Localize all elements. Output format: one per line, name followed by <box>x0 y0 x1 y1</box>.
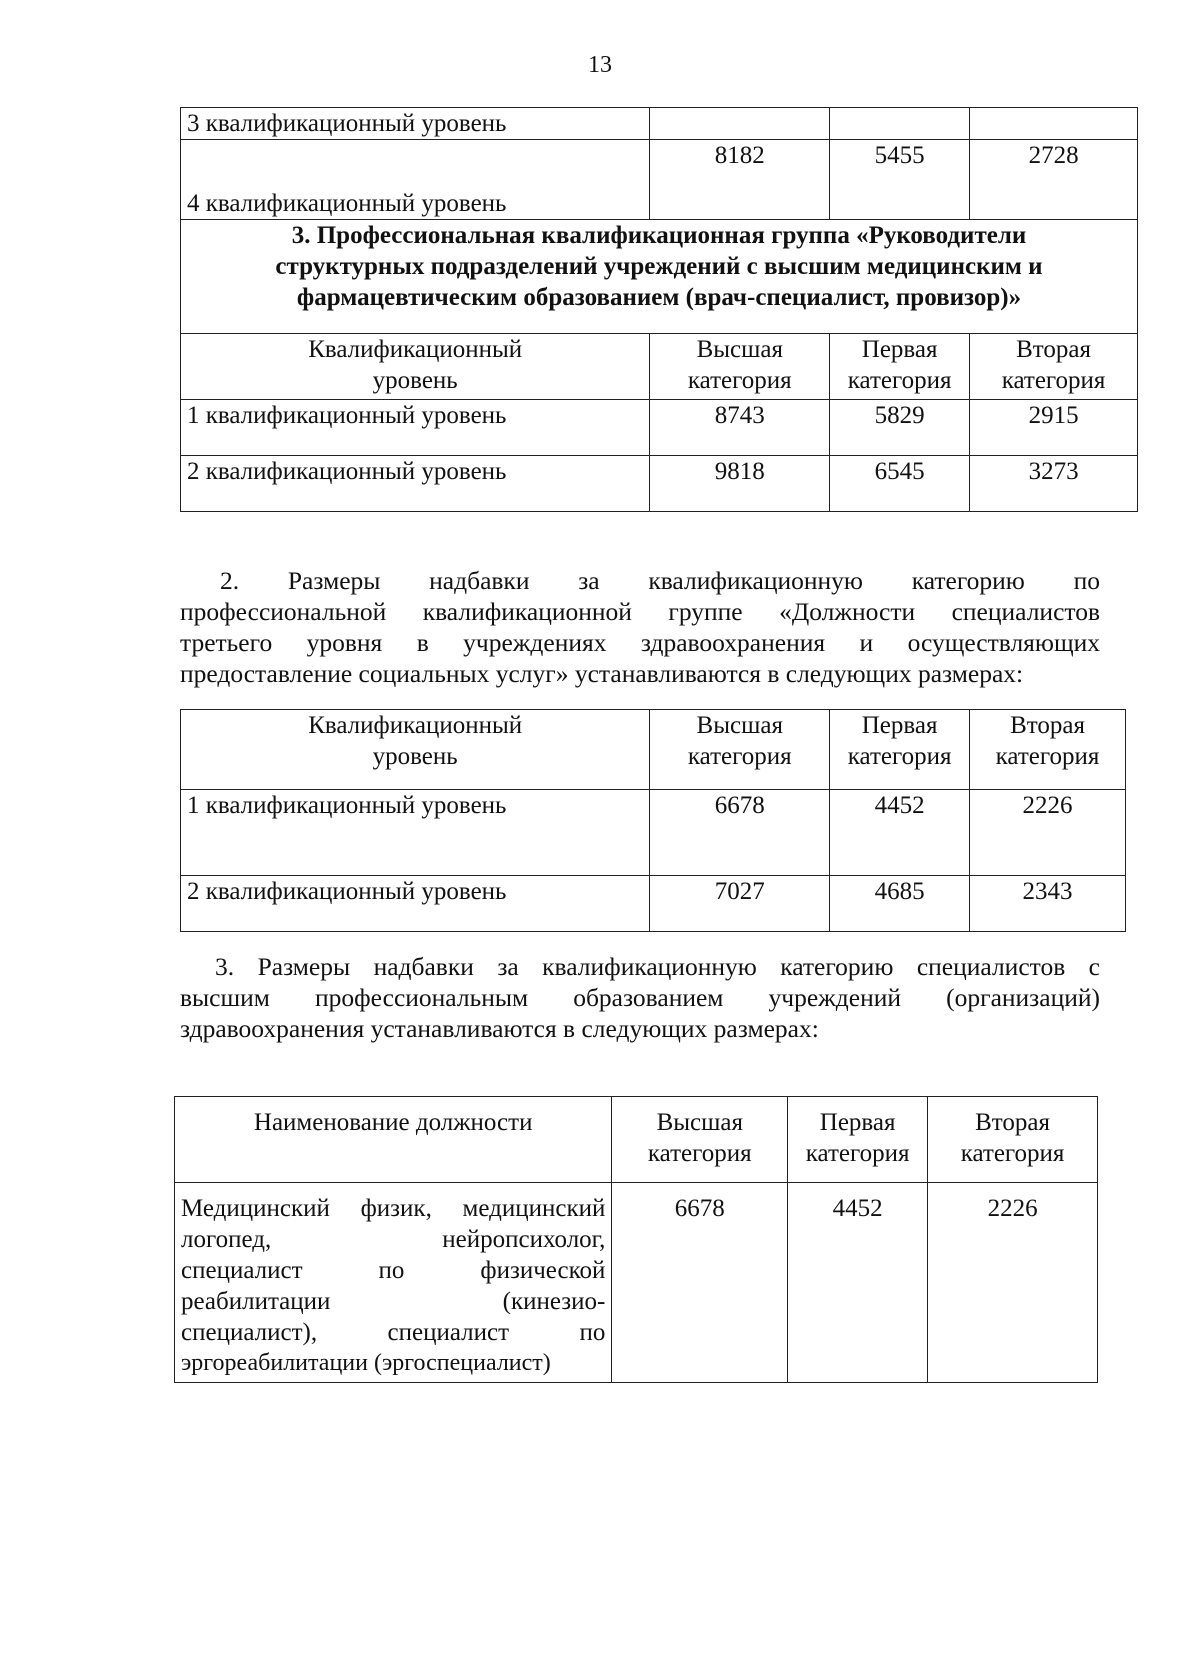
value-highest: 7027 <box>650 876 830 932</box>
position-line: Медицинский физик, медицинский <box>181 1195 606 1222</box>
group-title-line: фармацевтическим образованием (врач-специалист, провизор)» <box>296 284 1022 311</box>
header-text: Вторая <box>975 1109 1050 1136</box>
value-first: 4685 <box>830 876 970 932</box>
header-text: Наименование должности <box>253 1109 533 1136</box>
header-first-category <box>788 1097 928 1183</box>
table-row <box>181 876 1126 932</box>
header-text: Высшая <box>696 336 783 363</box>
qualification-table-2 <box>180 709 1126 932</box>
position-line: эргореабилитации (эргоспециалист) <box>181 1350 551 1376</box>
header-qualification-level <box>181 334 650 400</box>
paragraph-line: высшим профессиональным образованием учреждений (организаций) <box>180 983 1100 1012</box>
group-title-line: 3. Профессиональная квалификационная группа «Руководители <box>291 222 1027 249</box>
table-row <box>181 140 1138 220</box>
header-text: категория <box>995 743 1100 770</box>
header-first-category <box>830 334 970 400</box>
value-highest: 9818 <box>650 456 830 512</box>
value-second: 3273 <box>970 456 1138 512</box>
position-line: специалист по физической <box>181 1257 606 1284</box>
header-text: категория <box>805 1140 910 1167</box>
value-first: 4452 <box>830 790 970 876</box>
header-text: Высшая <box>656 1109 743 1136</box>
paragraph-line: третьего уровня в учреждениях здравоохранения и осуществляющих <box>180 628 1100 657</box>
row-label: 4 квалификационный уровень <box>181 140 650 220</box>
header-row <box>181 710 1126 790</box>
paragraph-line: предоставление социальных услуг» устанавливаются в следующих размерах: <box>180 659 1024 688</box>
header-highest-category <box>650 334 830 400</box>
value-second: 2343 <box>970 876 1126 932</box>
header-text: Первая <box>819 1109 896 1136</box>
paragraph-line: здравоохранения устанавливаются в следующих размерах: <box>180 1014 819 1043</box>
header-row <box>175 1097 1098 1183</box>
position-line: реабилитации (кинезио- <box>181 1288 606 1315</box>
value-highest: 6678 <box>650 790 830 876</box>
header-text: уровень <box>372 367 458 394</box>
value-second: 2226 <box>928 1183 1098 1383</box>
value-highest <box>650 108 830 140</box>
header-highest-category <box>612 1097 788 1183</box>
header-text: Первая <box>861 336 938 363</box>
header-second-category <box>928 1097 1098 1183</box>
value-highest: 6678 <box>612 1183 788 1383</box>
header-second-category <box>970 710 1126 790</box>
header-text: уровень <box>372 743 458 770</box>
value-second: 2915 <box>970 400 1138 456</box>
value-highest: 8743 <box>650 400 830 456</box>
value-first <box>830 108 970 140</box>
value-second <box>970 108 1138 140</box>
row-label: 3 квалификационный уровень <box>181 108 650 140</box>
header-position-name <box>175 1097 612 1183</box>
paragraph-3 <box>180 951 1100 1044</box>
header-text: категория <box>1001 367 1106 394</box>
positions-table <box>174 1096 1098 1383</box>
position-name <box>175 1183 612 1383</box>
table-row <box>181 400 1138 456</box>
header-text: категория <box>847 743 952 770</box>
position-line: специалист), специалист по <box>181 1319 606 1346</box>
value-first: 6545 <box>830 456 970 512</box>
paragraph-line: 2. Размеры надбавки за квалификационную категорию по <box>220 566 1100 595</box>
row-label: 2 квалификационный уровень <box>181 876 650 932</box>
value-highest: 8182 <box>650 140 830 220</box>
header-text: категория <box>687 367 792 394</box>
row-label: 1 квалификационный уровень <box>181 790 650 876</box>
header-text: категория <box>687 743 792 770</box>
header-highest-category <box>650 710 830 790</box>
header-text: Квалификационный <box>308 336 523 363</box>
header-first-category <box>830 710 970 790</box>
row-label: 2 квалификационный уровень <box>181 456 650 512</box>
qualification-table-1 <box>180 107 1138 512</box>
header-text: категория <box>647 1140 752 1167</box>
group-title-line: структурных подразделений учреждений с высшим медицинским и <box>275 253 1043 280</box>
value-second: 2226 <box>970 790 1126 876</box>
header-text: Высшая <box>696 712 783 739</box>
group-title-row <box>181 220 1138 334</box>
header-text: Квалификационный <box>308 712 523 739</box>
table-row <box>181 108 1138 140</box>
table-row <box>181 790 1126 876</box>
value-first: 5455 <box>830 140 970 220</box>
paragraph-line: профессиональной квалификационной группе «Должности специалистов <box>180 597 1100 626</box>
paragraph-2 <box>180 565 1100 689</box>
table-row <box>181 456 1138 512</box>
header-qualification-level <box>181 710 650 790</box>
row-label: 1 квалификационный уровень <box>181 400 650 456</box>
position-line: логопед, нейропсихолог, <box>181 1226 606 1253</box>
header-text: Вторая <box>1016 336 1091 363</box>
paragraph-line: 3. Размеры надбавки за квалификационную категорию специалистов с <box>215 952 1100 981</box>
header-text: Первая <box>861 712 938 739</box>
header-second-category <box>970 334 1138 400</box>
table-row <box>175 1183 1098 1383</box>
value-first: 4452 <box>788 1183 928 1383</box>
group-title <box>181 220 1138 334</box>
value-first: 5829 <box>830 400 970 456</box>
header-text: категория <box>847 367 952 394</box>
page-number: 13 <box>588 52 612 78</box>
header-text: Вторая <box>1010 712 1085 739</box>
header-row <box>181 334 1138 400</box>
value-second: 2728 <box>970 140 1138 220</box>
header-text: категория <box>960 1140 1065 1167</box>
